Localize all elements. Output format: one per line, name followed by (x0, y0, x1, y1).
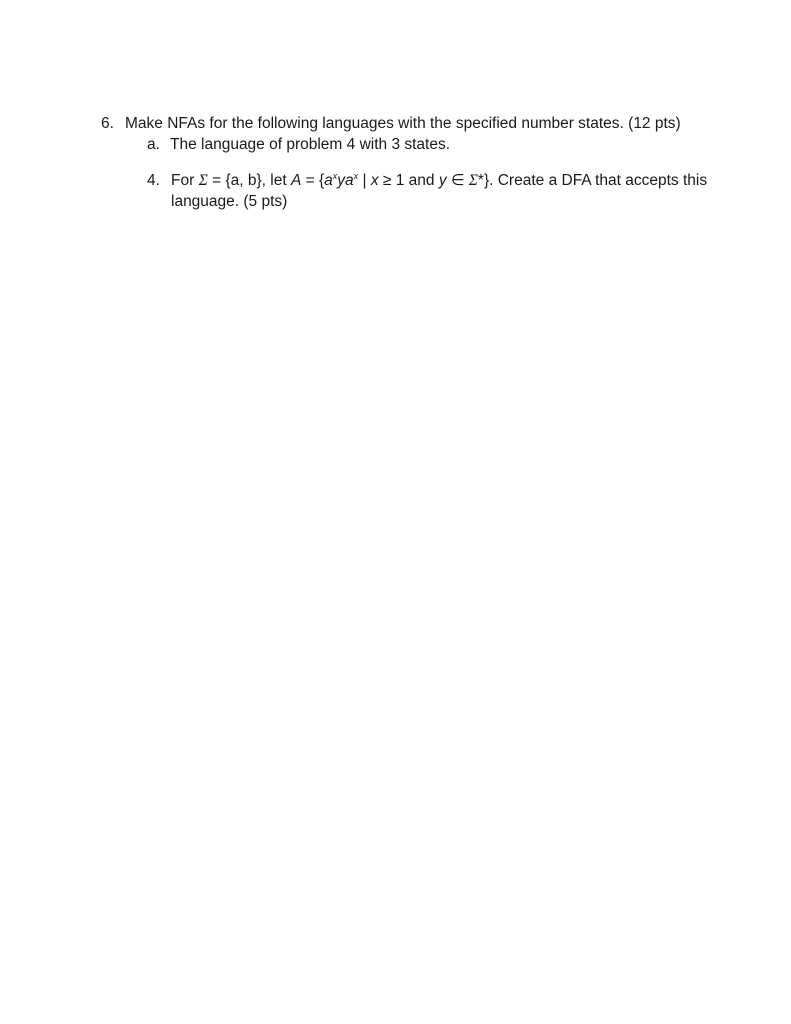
problem-4-line-1 (147, 171, 707, 191)
set-a2: a (345, 172, 354, 189)
problem-4-continuation: language. (5 pts) (171, 193, 288, 210)
set-y: y (337, 172, 346, 189)
question-6-number: 6. (101, 115, 114, 132)
exponent-1: x (332, 171, 338, 181)
sigma-symbol-2: Σ (468, 172, 478, 189)
problem-4-number: 4. (147, 172, 160, 189)
sigma-symbol: Σ (198, 172, 208, 189)
x-variable: x (370, 172, 379, 189)
element-of-symbol: ∈ (450, 172, 465, 189)
set-name: A (290, 172, 302, 189)
set-open: = { (305, 172, 325, 189)
alphabet-def: = {a, b}, let (212, 172, 287, 189)
set-a1: a (324, 172, 333, 189)
question-6-part-a (147, 135, 450, 155)
part-a-text: The language of problem 4 with 3 states. (170, 136, 451, 153)
for-word: For (171, 172, 195, 189)
question-6-line (101, 114, 681, 134)
such-that-bar: | (362, 172, 367, 189)
star-close-text: *}. Create a DFA that accepts this (477, 172, 708, 189)
condition-text: ≥ 1 and (382, 172, 435, 189)
y-variable: y (438, 172, 447, 189)
problem-4-line-2 (171, 192, 287, 212)
part-a-label: a. (147, 136, 160, 153)
exponent-2: x (353, 171, 359, 181)
question-6-text: Make NFAs for the following languages with the specified number states. (12 pts) (125, 115, 681, 132)
